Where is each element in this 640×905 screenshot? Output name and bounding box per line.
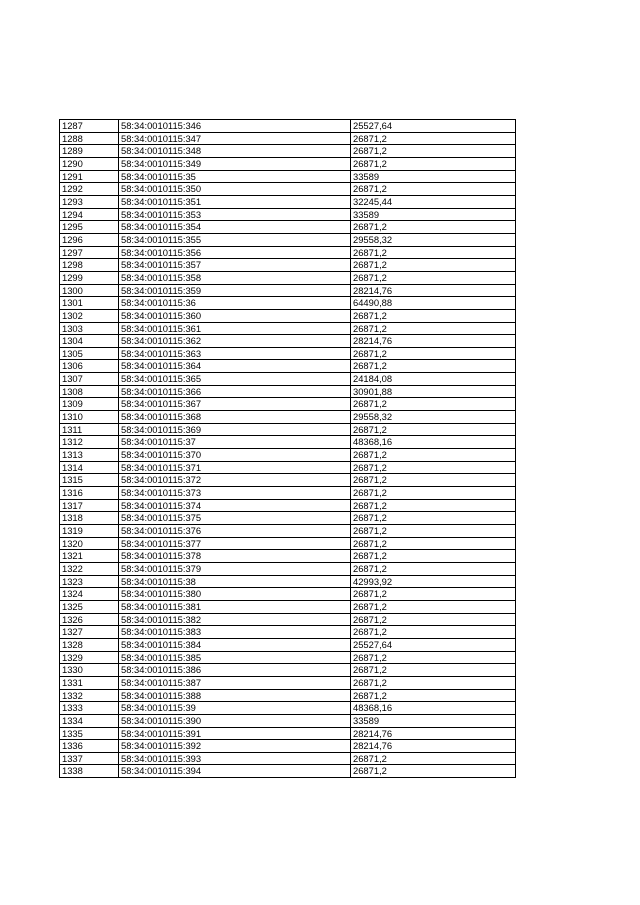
row-number-cell: 1300	[60, 284, 119, 297]
value-cell: 26871,2	[351, 461, 516, 474]
row-number-cell: 1294	[60, 208, 119, 221]
row-number-cell: 1321	[60, 550, 119, 563]
value-cell: 32245,44	[351, 195, 516, 208]
table-row	[60, 613, 516, 626]
cadastral-number-cell: 58:34:0010115:374	[119, 499, 351, 512]
table-row	[60, 360, 516, 373]
row-number-cell: 1287	[60, 120, 119, 133]
value-cell: 26871,2	[351, 246, 516, 259]
row-number-cell: 1329	[60, 651, 119, 664]
table-row	[60, 664, 516, 677]
row-number-cell: 1307	[60, 373, 119, 386]
row-number-cell: 1312	[60, 436, 119, 449]
table-row	[60, 487, 516, 500]
cadastral-number-cell: 58:34:0010115:359	[119, 284, 351, 297]
row-number-cell: 1311	[60, 423, 119, 436]
row-number-cell: 1319	[60, 525, 119, 538]
value-cell: 26871,2	[351, 752, 516, 765]
cadastral-number-cell: 58:34:0010115:371	[119, 461, 351, 474]
cadastral-number-cell: 58:34:0010115:38	[119, 575, 351, 588]
cadastral-number-cell: 58:34:0010115:37	[119, 436, 351, 449]
table-row	[60, 335, 516, 348]
value-cell: 33589	[351, 208, 516, 221]
table-row	[60, 600, 516, 613]
table-row	[60, 461, 516, 474]
table-row	[60, 423, 516, 436]
value-cell: 26871,2	[351, 259, 516, 272]
table-row	[60, 195, 516, 208]
value-cell: 26871,2	[351, 132, 516, 145]
table-row	[60, 347, 516, 360]
value-cell: 26871,2	[351, 499, 516, 512]
cadastral-number-cell: 58:34:0010115:370	[119, 449, 351, 462]
cadastral-number-cell: 58:34:0010115:360	[119, 309, 351, 322]
cadastral-number-cell: 58:34:0010115:372	[119, 474, 351, 487]
table-row	[60, 132, 516, 145]
table-row	[60, 322, 516, 335]
cadastral-number-cell: 58:34:0010115:348	[119, 145, 351, 158]
value-cell: 26871,2	[351, 600, 516, 613]
row-number-cell: 1295	[60, 221, 119, 234]
value-cell: 28214,76	[351, 284, 516, 297]
value-cell: 26871,2	[351, 487, 516, 500]
table-row	[60, 752, 516, 765]
cadastral-number-cell: 58:34:0010115:383	[119, 626, 351, 639]
cadastral-number-cell: 58:34:0010115:385	[119, 651, 351, 664]
table-row	[60, 398, 516, 411]
row-number-cell: 1317	[60, 499, 119, 512]
table-row	[60, 575, 516, 588]
row-number-cell: 1297	[60, 246, 119, 259]
row-number-cell: 1338	[60, 765, 119, 778]
table-row	[60, 170, 516, 183]
row-number-cell: 1299	[60, 271, 119, 284]
value-cell: 26871,2	[351, 423, 516, 436]
row-number-cell: 1305	[60, 347, 119, 360]
table-row	[60, 676, 516, 689]
value-cell: 25527,64	[351, 638, 516, 651]
cadastral-number-cell: 58:34:0010115:356	[119, 246, 351, 259]
table-row	[60, 499, 516, 512]
row-number-cell: 1337	[60, 752, 119, 765]
cadastral-number-cell: 58:34:0010115:346	[119, 120, 351, 133]
table-row	[60, 373, 516, 386]
row-number-cell: 1308	[60, 385, 119, 398]
row-number-cell: 1330	[60, 664, 119, 677]
cadastral-number-cell: 58:34:0010115:365	[119, 373, 351, 386]
value-cell: 26871,2	[351, 765, 516, 778]
row-number-cell: 1316	[60, 487, 119, 500]
cadastral-number-cell: 58:34:0010115:377	[119, 537, 351, 550]
cadastral-number-cell: 58:34:0010115:35	[119, 170, 351, 183]
value-cell: 26871,2	[351, 322, 516, 335]
table-row	[60, 145, 516, 158]
table-row	[60, 727, 516, 740]
cadastral-number-cell: 58:34:0010115:373	[119, 487, 351, 500]
value-cell: 25527,64	[351, 120, 516, 133]
row-number-cell: 1325	[60, 600, 119, 613]
value-cell: 26871,2	[351, 183, 516, 196]
row-number-cell: 1292	[60, 183, 119, 196]
table-row	[60, 385, 516, 398]
table-row	[60, 233, 516, 246]
table-row	[60, 120, 516, 133]
cadastral-number-cell: 58:34:0010115:353	[119, 208, 351, 221]
value-cell: 26871,2	[351, 145, 516, 158]
row-number-cell: 1309	[60, 398, 119, 411]
cadastral-number-cell: 58:34:0010115:387	[119, 676, 351, 689]
row-number-cell: 1320	[60, 537, 119, 550]
value-cell: 24184,08	[351, 373, 516, 386]
row-number-cell: 1318	[60, 512, 119, 525]
value-cell: 64490,88	[351, 297, 516, 310]
table-row	[60, 626, 516, 639]
cadastral-number-cell: 58:34:0010115:369	[119, 423, 351, 436]
table-row	[60, 309, 516, 322]
value-cell: 42993,92	[351, 575, 516, 588]
value-cell: 26871,2	[351, 512, 516, 525]
cadastral-number-cell: 58:34:0010115:364	[119, 360, 351, 373]
cadastral-number-cell: 58:34:0010115:391	[119, 727, 351, 740]
value-cell: 26871,2	[351, 360, 516, 373]
value-cell: 26871,2	[351, 449, 516, 462]
row-number-cell: 1322	[60, 562, 119, 575]
value-cell: 26871,2	[351, 613, 516, 626]
cadastral-number-cell: 58:34:0010115:361	[119, 322, 351, 335]
cadastral-number-cell: 58:34:0010115:39	[119, 702, 351, 715]
row-number-cell: 1328	[60, 638, 119, 651]
cadastral-number-cell: 58:34:0010115:384	[119, 638, 351, 651]
row-number-cell: 1302	[60, 309, 119, 322]
cadastral-number-cell: 58:34:0010115:392	[119, 740, 351, 753]
cadastral-number-cell: 58:34:0010115:386	[119, 664, 351, 677]
value-cell: 28214,76	[351, 727, 516, 740]
cadastral-number-cell: 58:34:0010115:388	[119, 689, 351, 702]
cadastral-number-cell: 58:34:0010115:362	[119, 335, 351, 348]
cadastral-number-cell: 58:34:0010115:349	[119, 157, 351, 170]
cadastral-number-cell: 58:34:0010115:376	[119, 525, 351, 538]
table-row	[60, 638, 516, 651]
table-row	[60, 259, 516, 272]
data-table	[59, 119, 516, 778]
cadastral-number-cell: 58:34:0010115:394	[119, 765, 351, 778]
row-number-cell: 1289	[60, 145, 119, 158]
table-row	[60, 765, 516, 778]
value-cell: 26871,2	[351, 398, 516, 411]
value-cell: 48368,16	[351, 702, 516, 715]
row-number-cell: 1303	[60, 322, 119, 335]
row-number-cell: 1288	[60, 132, 119, 145]
row-number-cell: 1315	[60, 474, 119, 487]
table-row	[60, 246, 516, 259]
value-cell: 29558,32	[351, 233, 516, 246]
value-cell: 26871,2	[351, 157, 516, 170]
table-row	[60, 512, 516, 525]
value-cell: 30901,88	[351, 385, 516, 398]
value-cell: 26871,2	[351, 626, 516, 639]
table-row	[60, 702, 516, 715]
value-cell: 28214,76	[351, 740, 516, 753]
row-number-cell: 1331	[60, 676, 119, 689]
cadastral-number-cell: 58:34:0010115:379	[119, 562, 351, 575]
cadastral-number-cell: 58:34:0010115:367	[119, 398, 351, 411]
row-number-cell: 1336	[60, 740, 119, 753]
value-cell: 26871,2	[351, 562, 516, 575]
value-cell: 26871,2	[351, 347, 516, 360]
cadastral-number-cell: 58:34:0010115:357	[119, 259, 351, 272]
cadastral-number-cell: 58:34:0010115:358	[119, 271, 351, 284]
value-cell: 26871,2	[351, 664, 516, 677]
row-number-cell: 1291	[60, 170, 119, 183]
value-cell: 26871,2	[351, 676, 516, 689]
table-row	[60, 562, 516, 575]
table-row	[60, 740, 516, 753]
table-row	[60, 183, 516, 196]
value-cell: 26871,2	[351, 474, 516, 487]
cadastral-number-cell: 58:34:0010115:350	[119, 183, 351, 196]
row-number-cell: 1326	[60, 613, 119, 626]
row-number-cell: 1298	[60, 259, 119, 272]
cadastral-number-cell: 58:34:0010115:355	[119, 233, 351, 246]
row-number-cell: 1313	[60, 449, 119, 462]
value-cell: 26871,2	[351, 537, 516, 550]
cadastral-number-cell: 58:34:0010115:354	[119, 221, 351, 234]
value-cell: 26871,2	[351, 309, 516, 322]
cadastral-number-cell: 58:34:0010115:381	[119, 600, 351, 613]
row-number-cell: 1306	[60, 360, 119, 373]
cadastral-number-cell: 58:34:0010115:390	[119, 714, 351, 727]
table-row	[60, 271, 516, 284]
value-cell: 26871,2	[351, 689, 516, 702]
row-number-cell: 1301	[60, 297, 119, 310]
table-row	[60, 474, 516, 487]
table-row	[60, 550, 516, 563]
row-number-cell: 1314	[60, 461, 119, 474]
cadastral-number-cell: 58:34:0010115:368	[119, 411, 351, 424]
table-row	[60, 297, 516, 310]
value-cell: 26871,2	[351, 550, 516, 563]
table-row	[60, 208, 516, 221]
table-row	[60, 436, 516, 449]
cadastral-number-cell: 58:34:0010115:347	[119, 132, 351, 145]
row-number-cell: 1293	[60, 195, 119, 208]
cadastral-number-cell: 58:34:0010115:36	[119, 297, 351, 310]
value-cell: 28214,76	[351, 335, 516, 348]
table-row	[60, 714, 516, 727]
table-row	[60, 651, 516, 664]
table-row	[60, 411, 516, 424]
table-body	[60, 120, 516, 778]
value-cell: 33589	[351, 714, 516, 727]
value-cell: 26871,2	[351, 651, 516, 664]
row-number-cell: 1296	[60, 233, 119, 246]
cadastral-number-cell: 58:34:0010115:393	[119, 752, 351, 765]
row-number-cell: 1323	[60, 575, 119, 588]
row-number-cell: 1327	[60, 626, 119, 639]
row-number-cell: 1335	[60, 727, 119, 740]
table-row	[60, 449, 516, 462]
value-cell: 26871,2	[351, 221, 516, 234]
row-number-cell: 1332	[60, 689, 119, 702]
cadastral-number-cell: 58:34:0010115:382	[119, 613, 351, 626]
row-number-cell: 1324	[60, 588, 119, 601]
row-number-cell: 1290	[60, 157, 119, 170]
table-row	[60, 588, 516, 601]
table-row	[60, 284, 516, 297]
row-number-cell: 1334	[60, 714, 119, 727]
cadastral-number-cell: 58:34:0010115:375	[119, 512, 351, 525]
table-row	[60, 525, 516, 538]
value-cell: 26871,2	[351, 525, 516, 538]
table-row	[60, 537, 516, 550]
cadastral-number-cell: 58:34:0010115:378	[119, 550, 351, 563]
value-cell: 26871,2	[351, 271, 516, 284]
cadastral-number-cell: 58:34:0010115:366	[119, 385, 351, 398]
table-row	[60, 689, 516, 702]
cadastral-number-cell: 58:34:0010115:363	[119, 347, 351, 360]
row-number-cell: 1310	[60, 411, 119, 424]
row-number-cell: 1304	[60, 335, 119, 348]
table-row	[60, 221, 516, 234]
cadastral-number-cell: 58:34:0010115:351	[119, 195, 351, 208]
value-cell: 48368,16	[351, 436, 516, 449]
value-cell: 29558,32	[351, 411, 516, 424]
value-cell: 33589	[351, 170, 516, 183]
cadastral-number-cell: 58:34:0010115:380	[119, 588, 351, 601]
row-number-cell: 1333	[60, 702, 119, 715]
table-row	[60, 157, 516, 170]
value-cell: 26871,2	[351, 588, 516, 601]
